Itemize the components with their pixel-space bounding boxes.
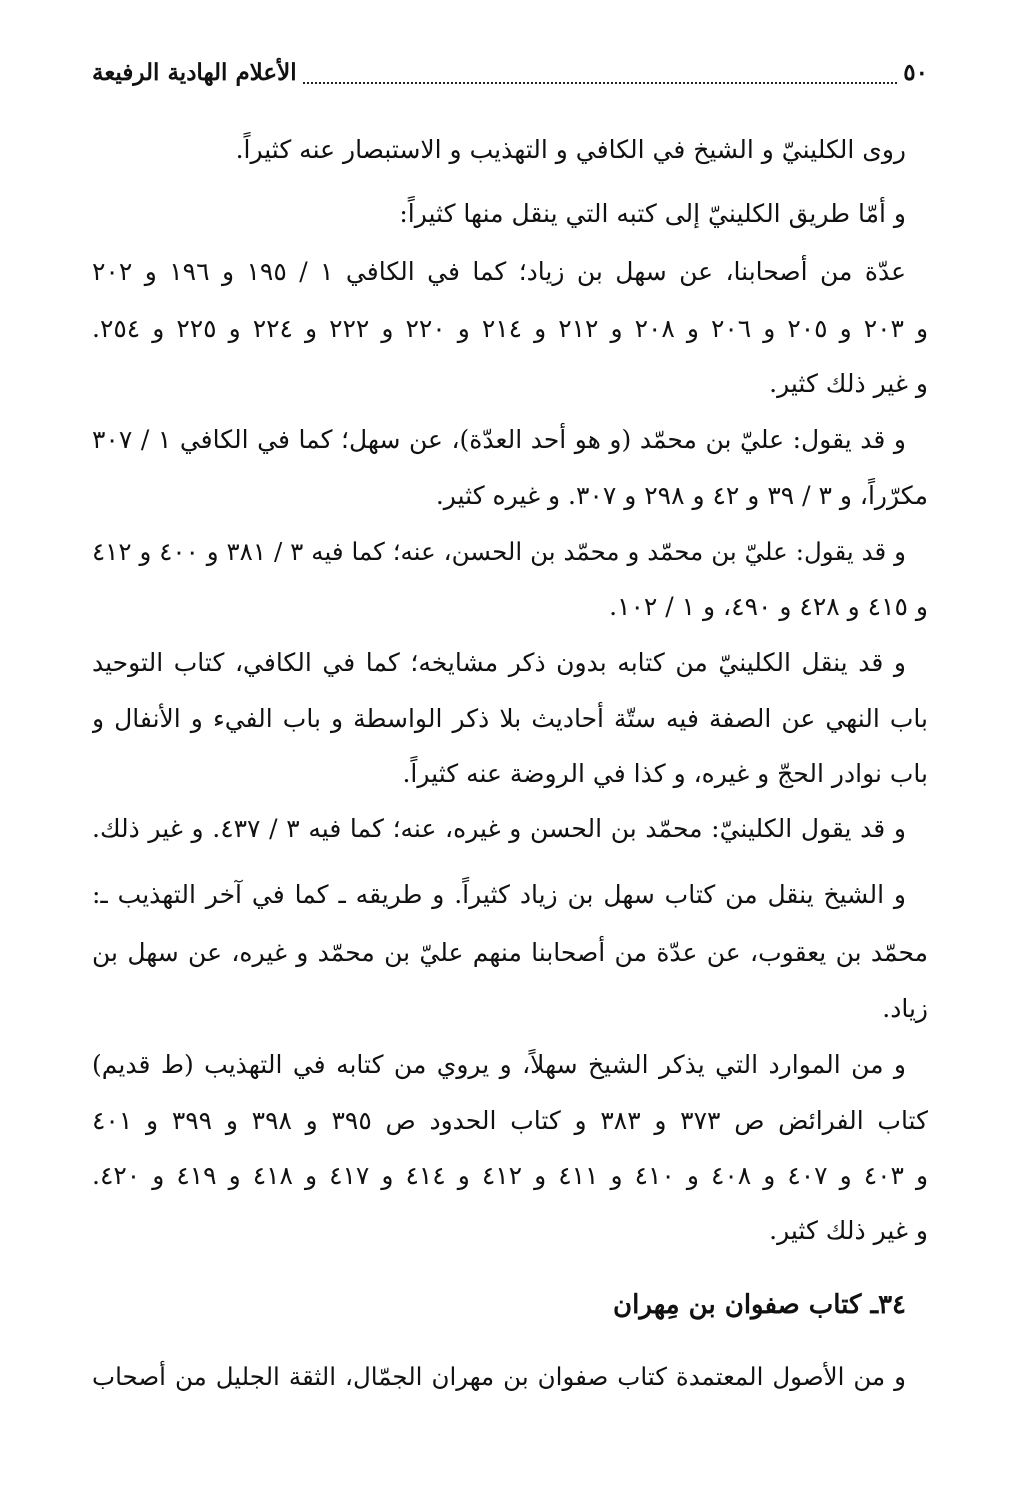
header-dot-leader	[303, 60, 898, 84]
text-line: و قد يقول: عليّ بن محمّد (و هو أحد العدّة)، عن سهل؛ كما في الكافي ١ / ٣٠٧	[92, 425, 906, 454]
text-line: باب نوادر الحجّ و غيره، و كذا في الروضة عنه كثيراً.	[402, 759, 928, 788]
text-line: باب النهي عن الصفة فيه ستّة أحاديث بلا ذكر الواسطة و باب الفيء و الأنفال و	[92, 704, 928, 733]
text-line: و غير ذلك كثير.	[769, 1216, 928, 1245]
text-line: و ٤١٥ و ٤٢٨ و ٤٩٠، و ١ / ١٠٢.	[609, 592, 928, 621]
text-line: كتاب الفرائض ص ٣٧٣ و ٣٨٣ و كتاب الحدود ص ٣٩٥ و ٣٩٨ و ٣٩٩ و ٤٠١	[92, 1106, 928, 1135]
page-header	[92, 52, 928, 92]
text-line: و قد يقول الكلينيّ: محمّد بن الحسن و غيره، عنه؛ كما فيه ٣ / ٤٣٧. و غير ذلك.	[92, 814, 906, 843]
text-line: عدّة من أصحابنا، عن سهل بن زياد؛ كما في الكافي ١ / ١٩٥ و ١٩٦ و ٢٠٢	[92, 257, 907, 286]
text-line: و من الأصول المعتمدة كتاب صفوان بن مهران الجمّال، الثقة الجليل من أصحاب	[92, 1362, 906, 1391]
text-line: روى الكلينيّ و الشيخ في الكافي و التهذيب و الاستبصار عنه كثيراً.	[235, 135, 906, 164]
text-line: و قد يقول: عليّ بن محمّد و محمّد بن الحسن، عنه؛ كما فيه ٣ / ٣٨١ و ٤٠٠ و ٤١٢	[92, 537, 906, 566]
running-title: الأعلام الهادية الرفيعة	[92, 58, 297, 86]
text-line: و الشيخ ينقل من كتاب سهل بن زياد كثيراً. و طريقه ـ كما في آخر التهذيب ـ:	[92, 880, 906, 909]
text-line: و من الموارد التي يذكر الشيخ سهلاً، و يروي من كتابه في التهذيب (ط قديم)	[92, 1050, 906, 1079]
section-heading: ٣٤ـ كتاب صفوان بن مِهران	[613, 1290, 906, 1320]
text-line: محمّد بن يعقوب، عن عدّة من أصحابنا منهم عليّ بن محمّد و غيره، عن سهل بن	[92, 938, 928, 967]
text-line: و غير ذلك كثير.	[769, 369, 928, 398]
text-line: و قد ينقل الكلينيّ من كتابه بدون ذكر مشايخه؛ كما في الكافي، كتاب التوحيد	[92, 648, 906, 677]
text-line: و أمّا طريق الكلينيّ إلى كتبه التي ينقل منها كثيراً:	[399, 199, 906, 228]
text-line: زياد.	[882, 994, 928, 1023]
text-line: و ٤٠٣ و ٤٠٧ و ٤٠٨ و ٤١٠ و ٤١١ و ٤١٢ و ٤١٤ و ٤١٧ و ٤١٨ و ٤١٩ و ٤٢٠.	[92, 1161, 928, 1190]
text-line: مكرّراً، و ٣ / ٣٩ و ٤٢ و ٢٩٨ و ٣٠٧. و غيره كثير.	[435, 481, 928, 510]
page-number: ٥٠	[903, 58, 928, 86]
text-line: و ٢٠٣ و ٢٠٥ و ٢٠٦ و ٢٠٨ و ٢١٢ و ٢١٤ و ٢٢٠ و ٢٢٢ و ٢٢٤ و ٢٢٥ و ٢٥٤.	[92, 314, 928, 343]
